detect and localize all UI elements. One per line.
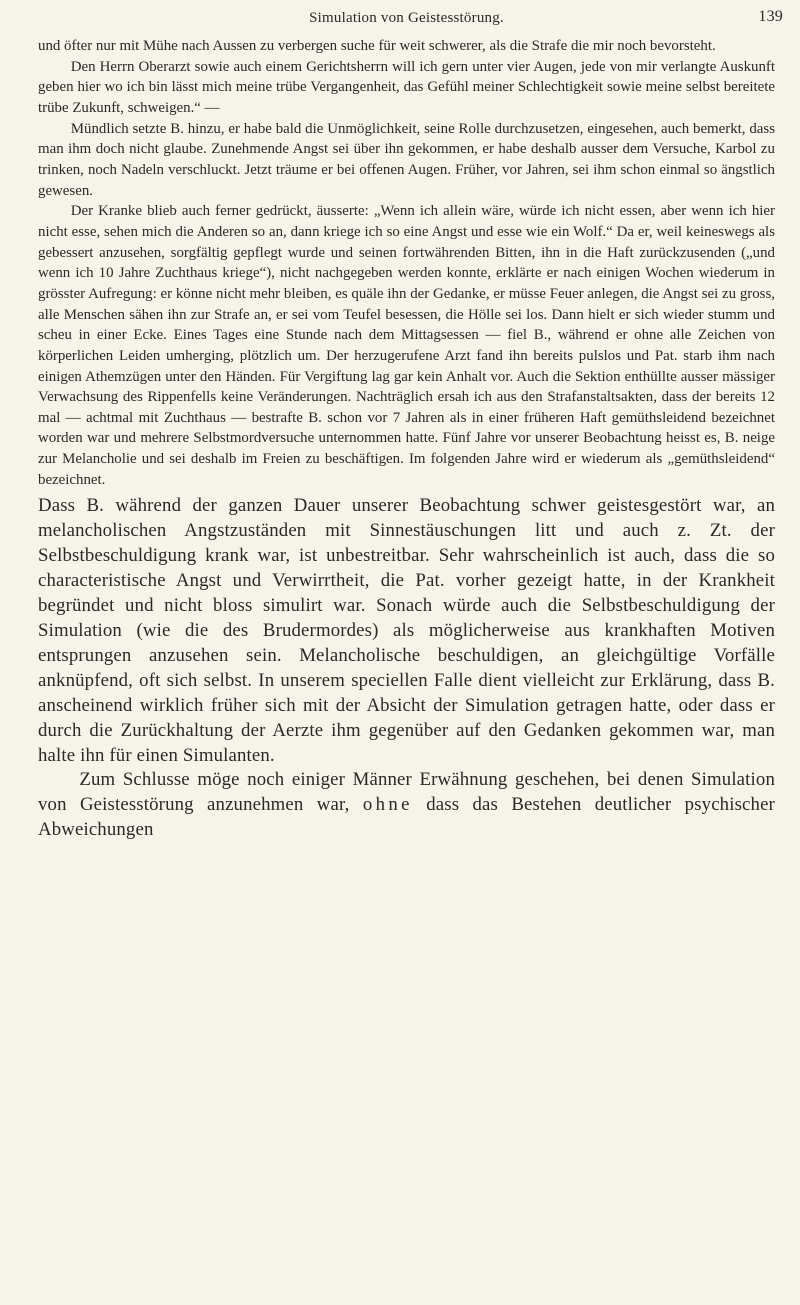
page-header: [38, 8, 783, 32]
running-title: Simulation von Geistesstörung.: [309, 10, 504, 26]
final-note-end: dass das Bestehen deutlicher psychischer Abweichungen: [38, 794, 775, 841]
paragraph-oral-statement: Mündlich setzte B. hinzu, er habe bald die Unmöglichkeit, seine Rolle durchzusetzen, eingesehen, auch bemerkt, dass man ihm doch nicht glaube. Zunehmende Angst sei über ihn gekommen, er habe deshalb ausser dem Versuche, Karbol zu trinken, noch Nadeln verschluckt. Jetzt träume er bei offenen Augen. Früher, vor Jahren, sei ihm schon einmal so ängstlich gewesen.: [38, 120, 775, 199]
paragraph-letter-end: und öfter nur mit Mühe nach Aussen zu verbergen suche für weit schwerer, als die Strafe die mir noch bevorsteht.: [38, 38, 716, 54]
paragraph-final-note: [38, 768, 775, 843]
paragraph-conclusion: Dass B. während der ganzen Dauer unserer Beobachtung schwer geistesgestört war, an melancholischen Angstzuständen mit Sinnestäuschungen litt und auch z. Zt. der Selbstbeschuldigung krank war, ist unbestreitbar. Sehr wahrscheinlich ist auch, dass die so characteristische Angst und Verwirrtheit, die Pat. vorher gezeigt hatte, in der Krankheit begründet und nicht bloss simulirt war. Sonach würde auch die Selbstbeschuldigung der Simulation (wie die des Brudermordes) als möglicherweise aus krankhaften Motiven entsprungen anzusehen sein. Melancholische beschuldigen, an gleichgültige Vorfälle anknüpfend, oft sich selbst. In unserem speciellen Falle dient vielleicht zur Erklärung, dass B. anscheinend wirklich früher sich mit der Absicht der Simulation getragen hatte, oder dass er durch die Zurückhaltung der Aerzte ihm gegenüber auf den Gedanken gekommen war, man halte ihn für einen Simulanten.: [38, 495, 775, 766]
final-note-start: Zum Schlusse möge noch einiger Männer Erwähnung geschehen, bei denen Simulation von Geistesstörung anzunehmen war,: [38, 769, 775, 816]
emphasized-word: ohne: [362, 794, 413, 816]
small-print-text: [38, 36, 775, 490]
large-print-text: [38, 494, 775, 843]
paragraph-letter-closing: Den Herrn Oberarzt sowie auch einem Gerichtsherrn will ich gern unter vier Augen, jede von mir verlangte Auskunft geben hier wo ich bin lässt mich meine trübe Vergangenheit, das Gefühl meiner Schlechtigkeit sowie meine selbst bereitete trübe Zukunft, schweigen.“ —: [38, 58, 775, 116]
page-number: 139: [758, 8, 783, 25]
book-page: [38, 8, 783, 843]
paragraph-case-progress: Der Kranke blieb auch ferner gedrückt, äusserte: „Wenn ich allein wäre, würde ich nicht essen, aber wenn ich hier nicht esse, sehen mich die Anderen so an, dann kriege ich so eine Angst und esse wie ein Wolf.“ Da er, weil keineswegs als gebessert anzusehen, sorgfältig gepflegt wurde und seinen fortwährenden Bitten, ihn in die Haft zurückzusenden („und wenn ich 10 Jahre Zuchthaus kriege“), nicht nachgegeben werden konnte, erklärte er nach einigen Wochen wiederum in grösster Aufregung: er könne nicht mehr bleiben, es quäle ihn der Gedanke, er müsse Feuer anlegen, die Angst sei zu gross, alle Menschen sähen ihn zur Strafe an, er sei vom Teufel besessen, die Hölle sei los. Dann hielt er sich wieder stumm und scheu in einer Ecke. Eines Tages eine Stunde nach dem Mittagsessen — fiel B., während er ohne alle Zeichen von körperlichen Leiden umherging, plötzlich um. Der herzugerufene Arzt fand ihn bereits pulslos und Pat. starb ihm nach einigen Athemzügen unter den Händen. Für Vergiftung lag gar kein Anhalt vor. Auch die Sektion enthüllte ausser mässiger Verwachsung des Rippenfells keine Veränderungen. Nachträglich ersah ich aus den Strafanstaltsakten, dass der bereits 12 mal — achtmal mit Zuchthaus — bestrafte B. schon vor 7 Jahren als in einer früheren Haft gemüthsleidend bezeichnet worden war und mehrere Selbstmordversuche unternommen hatte. Fünf Jahre vor unserer Beobachtung heisst es, B. neige zur Melancholie und sei deshalb im Freien zu beschäftigen. Im folgenden Jahre wird er wiederum als „gemüthsleidend“ bezeichnet.: [38, 203, 775, 488]
